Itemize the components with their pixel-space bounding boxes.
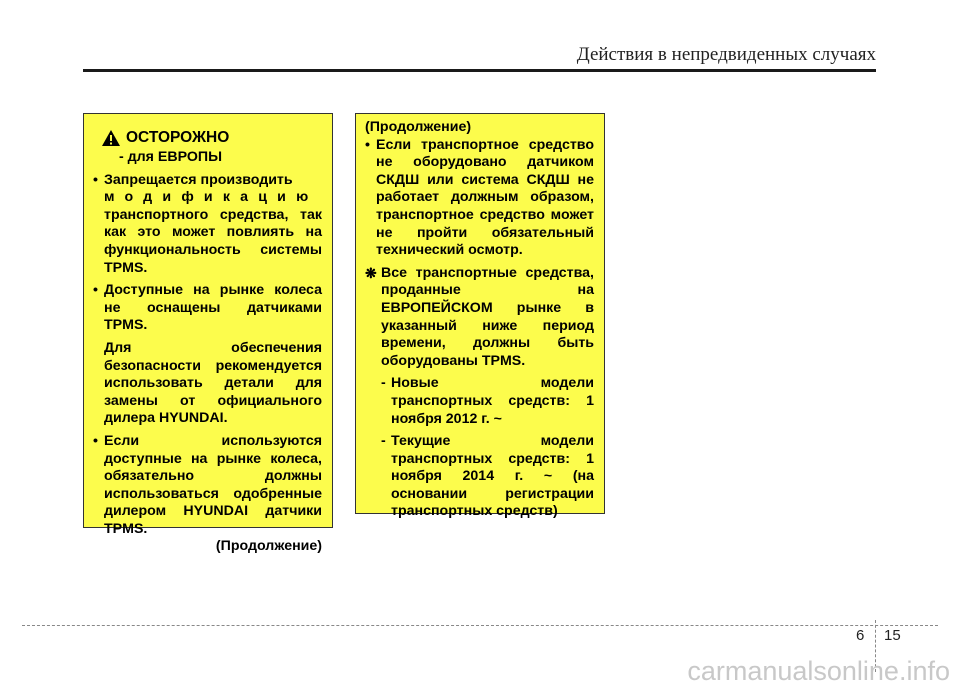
- note-item: [365, 265, 594, 371]
- page-header-title: Действия в непредвиденных случаях: [576, 44, 876, 65]
- continued-label: (Продолжение): [215, 538, 322, 555]
- bullet-text: Если используются доступные на рынке колеса, обязательно должны использоваться одобренные дилером HYUNDAI датчики TPMS.: [104, 432, 322, 537]
- warning-triangle-icon: [101, 129, 121, 147]
- dash-icon: -: [381, 433, 386, 450]
- dash-icon: -: [381, 375, 386, 392]
- bullet-icon: •: [365, 136, 370, 153]
- dash-text: Текущие модели транспортных средств: 1 ноября 2014 г. ~ (на основании регистрации транспортных средств): [391, 433, 594, 520]
- footer-rule: [22, 625, 938, 626]
- list-item: [365, 137, 594, 260]
- paragraph: Для обеспечения безопасности рекомендуется использовать детали для замены от официального дилера HYUNDAI.: [104, 339, 322, 427]
- caution-box: [83, 113, 333, 555]
- chapter-number: 6: [856, 627, 865, 644]
- list-item: [93, 172, 322, 278]
- bullet-text: транспортного средства, так как это может повлиять на функциональность системы TPMS.: [104, 206, 322, 276]
- list-item: [365, 433, 594, 521]
- continued-label: (Продолжение): [365, 119, 472, 135]
- list-item: [365, 375, 594, 428]
- dash-text: Новые модели транспортных средств: 1 ноября 2012 г. ~: [391, 375, 594, 427]
- list-item: [93, 282, 322, 335]
- bullet-icon: •: [93, 171, 98, 188]
- caution-subtitle: - для ЕВРОПЫ: [119, 149, 223, 165]
- bullet-text: Если транспортное средство не оборудовано датчиком СКДШ или система СКДШ не работает должным образом, транспортное средство может не пройти обязательный технический осмотр.: [376, 136, 594, 259]
- page-number: 15: [884, 627, 901, 644]
- bullet-text: Запрещается производить: [104, 171, 293, 188]
- bullet-icon: •: [93, 432, 98, 449]
- watermark: carmanualsonline.info: [687, 656, 950, 686]
- list-item: [93, 433, 322, 539]
- caution-title: ОСТОРОЖНО: [126, 129, 230, 147]
- header-rule: [83, 69, 876, 72]
- bullet-text: Доступные на рынке колеса не оснащены датчиками TPMS.: [104, 282, 322, 334]
- continued-box: [355, 113, 605, 520]
- note-mark-icon: ❋: [365, 264, 377, 281]
- bullet-text: модификацию: [104, 189, 319, 206]
- caution-heading: [101, 127, 322, 149]
- bullet-icon: •: [93, 282, 98, 299]
- note-text: Все транспортные средства, проданные на ЕВРОПЕЙСКОМ рынке в указанный ниже период времени, должны быть оборудованы TPMS.: [381, 264, 594, 369]
